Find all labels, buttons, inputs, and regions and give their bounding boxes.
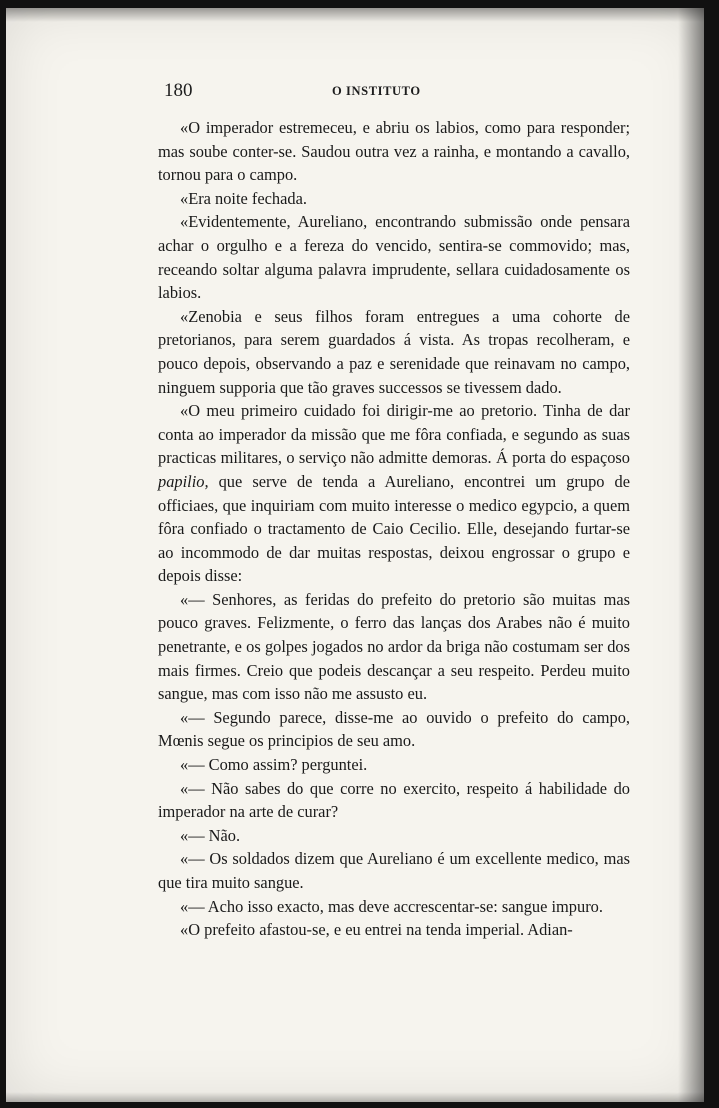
body-text	[158, 116, 630, 942]
paragraph: «O imperador estremeceu, e abriu os labios, como para responder; mas soube conter-se. Saudou outra vez a rainha, e montando a cavallo, tornou para o campo.	[158, 118, 630, 185]
paragraph: «— Segundo parece, disse-me ao ouvido o prefeito do campo, Mœnis segue os principios de seu amo.	[158, 707, 630, 751]
page-number: 180	[164, 80, 193, 101]
scan-shadow-right	[678, 8, 704, 1102]
paragraph	[158, 399, 630, 588]
paragraph: «Zenobia e seus filhos foram entregues a uma cohorte de pretorianos, para serem guardados á vista. As tropas recolheram, e pouco depois, observando a paz e serenidade que reinavam no campo, ninguem supporia que tão graves successos se tivessem dado.	[158, 306, 630, 397]
paragraph: «— Não sabes do que corre no exercito, respeito á habilidade do imperador na arte de curar?	[158, 778, 630, 822]
paragraph: «O prefeito afastou-se, e eu entrei na tenda imperial. Adian-	[180, 920, 573, 940]
paragraph: «— Como assim? perguntei.	[180, 755, 368, 775]
paragraph: «— Não.	[180, 825, 241, 845]
paragraph-text: «O meu primeiro cuidado foi dirigir-me ao pretorio. Tinha de dar conta ao imperador da missão que me fôra confiada, e segundo as suas practicas militares, o serviço não admitte demoras. Á porta do espaçoso	[158, 401, 630, 468]
paragraph: «— Acho isso exacto, mas deve accrescentar-se: sangue impuro.	[180, 896, 603, 916]
paragraph: «Evidentemente, Aureliano, encontrando submissão onde pensara achar o orgulho e a fereza do vencido, sentira-se commovido; mas, receando soltar alguma palavra imprudente, sellara cuidadosamente os labios.	[158, 212, 630, 303]
paragraph: «Era noite fechada.	[180, 188, 307, 208]
paragraph: «— Os soldados dizem que Aureliano é um excellente medico, mas que tira muito sangue.	[158, 849, 630, 892]
scan-shadow-bottom	[6, 1092, 704, 1102]
page-header	[160, 80, 630, 102]
paragraph: «— Senhores, as feridas do prefeito do pretorio são muitas mas pouco graves. Felizmente, o ferro das lanças dos Arabes não é muito penetrante, e os golpes jogados no ardor da briga não costumam ser dos mais firmes. Creio que podeis descançar a seu respeito. Perdeu muito sangue, mas com isso não me assusto eu.	[158, 589, 630, 704]
paragraph-text: que serve de tenda a Aureliano, encontrei um grupo de officiaes, que inquiriam com muito interesse o medico egypcio, a quem fôra confiado o tractamento de Caio Cecilio. Elle, desejando furtar-se ao incommodo de dar muitas respostas, deixou engrossar o grupo e depois disse:	[158, 471, 630, 586]
running-title: O INSTITUTO	[332, 84, 421, 98]
scan-shadow-top	[6, 8, 704, 22]
italic-term: papilio,	[158, 471, 209, 491]
